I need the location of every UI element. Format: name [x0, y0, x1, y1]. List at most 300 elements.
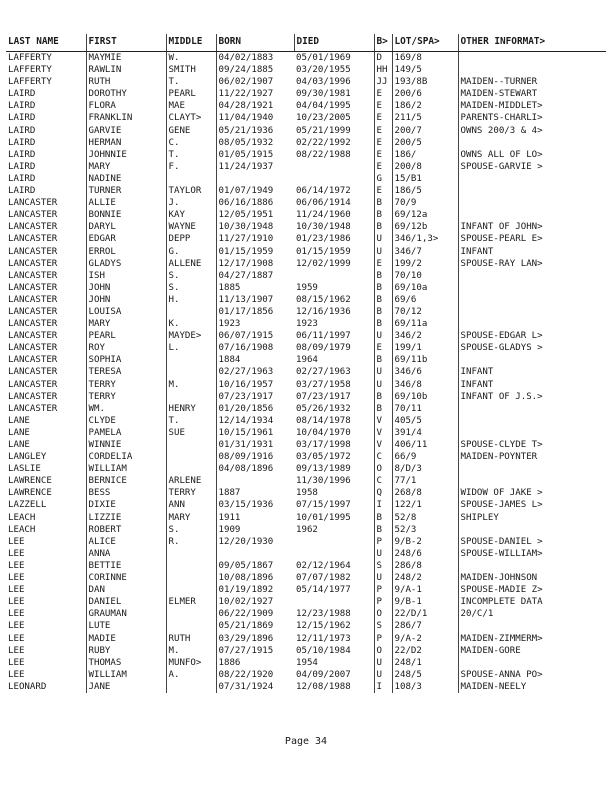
middle-name-cell: KAY	[166, 209, 216, 221]
lot-space-cell: 22/D/1	[392, 608, 458, 620]
born-cell: 07/27/1915	[216, 645, 294, 657]
other-info-cell	[458, 427, 606, 439]
other-info-cell: SPOUSE-GLADYS >	[458, 342, 606, 354]
last-name-cell: LEE	[8, 645, 25, 656]
section-cell: B	[374, 209, 392, 221]
header-lot-space: LOT/SPA>	[392, 34, 458, 52]
section-cell: U	[374, 366, 392, 378]
first-name-cell: EDGAR	[86, 233, 166, 245]
middle-name-cell: H.	[166, 294, 216, 306]
section-cell: S	[374, 560, 392, 572]
died-cell: 08/22/1988	[296, 149, 351, 160]
lot-space-cell: 248/1	[392, 657, 458, 669]
born-cell	[216, 475, 294, 487]
born-cell: 06/16/1886	[216, 197, 294, 209]
middle-name-cell: K.	[166, 318, 216, 330]
first-name-cell: MAYMIE	[86, 52, 166, 65]
other-info-cell	[458, 306, 606, 318]
middle-name-cell: ELMER	[166, 596, 216, 608]
section-cell: V	[374, 415, 392, 427]
section-cell: I	[374, 681, 392, 693]
last-name-cell: LANCASTER	[8, 319, 58, 330]
lot-space-cell: 52/8	[392, 512, 458, 524]
first-name-cell: BERNICE	[86, 475, 166, 487]
page-number: Page 34	[284, 736, 328, 747]
last-name-cell: LAFFERTY	[8, 53, 52, 63]
born-cell: 1884	[216, 354, 294, 366]
last-name-cell: LANCASTER	[8, 198, 58, 209]
last-name-cell: LANGLEY	[8, 452, 47, 463]
table-row	[6, 282, 606, 294]
other-info-cell: SPOUSE-MADIE Z>	[458, 584, 606, 596]
middle-name-cell: HENRY	[166, 403, 216, 415]
middle-name-cell	[166, 439, 216, 451]
table-row	[6, 209, 606, 221]
lot-space-cell: 199/1	[392, 342, 458, 354]
other-info-cell: SHIPLEY	[458, 512, 606, 524]
lot-space-cell: 22/D2	[392, 645, 458, 657]
died-cell: 08/09/1979	[296, 343, 351, 354]
header-born: BORN	[216, 34, 294, 52]
middle-name-cell: PEARL	[166, 88, 216, 100]
lot-space-cell: 186/	[392, 149, 458, 161]
other-info-cell: INFANT	[458, 366, 606, 378]
middle-name-cell	[166, 451, 216, 463]
middle-name-cell: MAYDE>	[166, 330, 216, 342]
section-cell: P	[374, 536, 392, 548]
lot-space-cell: 406/11	[392, 439, 458, 451]
middle-name-cell: DEPP	[166, 233, 216, 245]
born-cell: 10/16/1957	[216, 379, 294, 391]
table-row	[6, 306, 606, 318]
died-cell: 05/21/1999	[296, 125, 351, 136]
middle-name-cell	[166, 548, 216, 560]
last-name-cell: LEE	[8, 609, 25, 620]
middle-name-cell: J.	[166, 197, 216, 209]
table-row	[6, 149, 606, 161]
section-cell: E	[374, 149, 392, 161]
section-cell: HH	[374, 64, 392, 76]
died-cell: 12/23/1988	[296, 609, 351, 620]
section-cell: U	[374, 572, 392, 584]
section-cell: B	[374, 512, 392, 524]
born-cell: 06/02/1907	[216, 76, 294, 88]
section-cell: V	[374, 427, 392, 439]
lot-space-cell: 346/2	[392, 330, 458, 342]
died-cell: 02/22/1992	[296, 137, 351, 148]
born-cell: 01/15/1959	[216, 246, 294, 258]
last-name-cell: LAZZELL	[8, 500, 47, 511]
born-cell: 08/22/1920	[216, 669, 294, 681]
first-name-cell: ANNA	[86, 548, 166, 560]
middle-name-cell: MUNFO>	[166, 657, 216, 669]
last-name-cell: LEE	[8, 585, 25, 596]
section-cell: Q	[374, 487, 392, 499]
section-cell: E	[374, 185, 392, 197]
other-info-cell: OWNS ALL OF LO>	[458, 149, 606, 161]
table-row	[6, 645, 606, 657]
other-info-cell	[458, 403, 606, 415]
lot-space-cell: 8/D/3	[392, 463, 458, 475]
table-row	[6, 427, 606, 439]
lot-space-cell: 9/B-2	[392, 536, 458, 548]
born-cell: 12/20/1930	[216, 536, 294, 548]
last-name-cell: LAIRD	[8, 113, 36, 124]
born-cell: 07/23/1917	[216, 391, 294, 403]
first-name-cell: PAMELA	[86, 427, 166, 439]
other-info-cell: SPOUSE-PEARL E>	[458, 233, 606, 245]
other-info-cell: MAIDEN-JOHNSON	[458, 572, 606, 584]
other-info-cell	[458, 657, 606, 669]
first-name-cell: BESS	[86, 487, 166, 499]
first-name-cell: HERMAN	[86, 137, 166, 149]
table-row	[6, 246, 606, 258]
section-cell: U	[374, 379, 392, 391]
first-name-cell: ISH	[86, 270, 166, 282]
table-row	[6, 657, 606, 669]
lot-space-cell: 199/2	[392, 258, 458, 270]
other-info-cell: WIDOW OF JAKE >	[458, 487, 606, 499]
first-name-cell: BONNIE	[86, 209, 166, 221]
table-row	[6, 536, 606, 548]
lot-space-cell: 15/B1	[392, 173, 458, 185]
lot-space-cell: 108/3	[392, 681, 458, 693]
section-cell: B	[374, 294, 392, 306]
header-died: DIED	[294, 34, 374, 52]
section-cell: B	[374, 403, 392, 415]
section-cell: P	[374, 584, 392, 596]
middle-name-cell: T.	[166, 76, 216, 88]
last-name-cell: LANCASTER	[8, 403, 58, 414]
died-cell: 06/06/1914	[296, 198, 351, 209]
last-name-cell: LAIRD	[8, 173, 36, 184]
table-row	[6, 439, 606, 451]
last-name-cell: LAIRD	[8, 101, 36, 112]
other-info-cell	[458, 294, 606, 306]
middle-name-cell: MARY	[166, 512, 216, 524]
table-row	[6, 88, 606, 100]
other-info-cell: MAIDEN-GORE	[458, 645, 606, 657]
first-name-cell: LIZZIE	[86, 512, 166, 524]
lot-space-cell: 286/7	[392, 620, 458, 632]
other-info-cell	[458, 463, 606, 475]
lot-space-cell: 9/A-2	[392, 633, 458, 645]
middle-name-cell: MAE	[166, 100, 216, 112]
born-cell: 05/21/1936	[216, 125, 294, 137]
other-info-cell: SPOUSE-ANNA PO>	[458, 669, 606, 681]
table-row	[6, 342, 606, 354]
born-cell: 01/31/1931	[216, 439, 294, 451]
died-cell: 1923	[296, 319, 318, 330]
born-cell: 11/04/1940	[216, 112, 294, 124]
last-name-cell: LANE	[8, 440, 30, 450]
table-row	[6, 173, 606, 185]
born-cell: 08/05/1932	[216, 137, 294, 149]
died-cell: 10/30/1948	[296, 222, 351, 233]
middle-name-cell: W.	[166, 52, 216, 65]
first-name-cell: JOHNNIE	[86, 149, 166, 161]
middle-name-cell: TAYLOR	[166, 185, 216, 197]
table-row	[6, 403, 606, 415]
middle-name-cell: ARLENE	[166, 475, 216, 487]
section-cell: E	[374, 161, 392, 173]
first-name-cell: MADIE	[86, 633, 166, 645]
middle-name-cell	[166, 306, 216, 318]
other-info-cell: SPOUSE-EDGAR L>	[458, 330, 606, 342]
first-name-cell: TERRY	[86, 379, 166, 391]
lot-space-cell: 346/1,3>	[392, 233, 458, 245]
table-row	[6, 379, 606, 391]
last-name-cell: LANCASTER	[8, 210, 58, 221]
other-info-cell	[458, 197, 606, 209]
last-name-cell: LANCASTER	[8, 222, 58, 233]
other-info-cell: SPOUSE-WILLIAM>	[458, 548, 606, 560]
middle-name-cell	[166, 584, 216, 596]
section-cell: E	[374, 100, 392, 112]
cemetery-record-sheet	[6, 34, 606, 693]
died-cell: 12/08/1988	[296, 681, 351, 692]
died-cell: 03/20/1955	[296, 65, 351, 76]
first-name-cell: DANIEL	[86, 596, 166, 608]
table-row	[6, 330, 606, 342]
lot-space-cell: 69/12a	[392, 209, 458, 221]
last-name-cell: LAWRENCE	[8, 476, 52, 487]
table-row	[6, 608, 606, 620]
died-cell: 1962	[296, 524, 318, 535]
middle-name-cell: T.	[166, 415, 216, 427]
died-cell: 10/04/1970	[296, 427, 351, 438]
first-name-cell: CORDELIA	[86, 451, 166, 463]
table-row	[6, 318, 606, 330]
died-cell: 1964	[296, 355, 318, 366]
lot-space-cell: 70/11	[392, 403, 458, 415]
section-cell: U	[374, 246, 392, 258]
first-name-cell: LOUISA	[86, 306, 166, 318]
lot-space-cell: 149/5	[392, 64, 458, 76]
section-cell: B	[374, 197, 392, 209]
section-cell: U	[374, 233, 392, 245]
last-name-cell: LANCASTER	[8, 367, 58, 378]
born-cell: 07/31/1924	[216, 681, 294, 693]
born-cell: 01/19/1892	[216, 584, 294, 596]
lot-space-cell: 70/12	[392, 306, 458, 318]
table-row	[6, 112, 606, 124]
last-name-cell: LASLIE	[8, 464, 41, 475]
lot-space-cell: 200/8	[392, 161, 458, 173]
middle-name-cell: SMITH	[166, 64, 216, 76]
first-name-cell: DARYL	[86, 221, 166, 233]
last-name-cell: LANCASTER	[8, 282, 58, 293]
section-cell: G	[374, 173, 392, 185]
lot-space-cell: 66/9	[392, 451, 458, 463]
header-other-info: OTHER INFORMAT>	[458, 34, 606, 52]
middle-name-cell: T.	[166, 149, 216, 161]
last-name-cell: LANCASTER	[8, 294, 58, 305]
section-cell: B	[374, 306, 392, 318]
born-cell: 05/21/1869	[216, 620, 294, 632]
born-cell: 06/07/1915	[216, 330, 294, 342]
header-row	[6, 34, 606, 52]
section-cell: D	[374, 52, 392, 65]
last-name-cell: LAIRD	[8, 186, 36, 197]
first-name-cell: THOMAS	[86, 657, 166, 669]
first-name-cell: FLORA	[86, 100, 166, 112]
died-cell: 07/07/1982	[296, 573, 351, 584]
born-cell: 12/14/1934	[216, 415, 294, 427]
last-name-cell: LANCASTER	[8, 343, 58, 354]
table-row	[6, 560, 606, 572]
other-info-cell	[458, 209, 606, 221]
born-cell: 10/15/1961	[216, 427, 294, 439]
lot-space-cell: 186/2	[392, 100, 458, 112]
died-cell: 02/12/1964	[296, 560, 351, 571]
last-name-cell: LANCASTER	[8, 246, 58, 257]
first-name-cell: GLADYS	[86, 258, 166, 270]
table-row	[6, 185, 606, 197]
last-name-cell: LAFFERTY	[8, 65, 52, 76]
last-name-cell: LAIRD	[8, 137, 36, 148]
section-cell: O	[374, 463, 392, 475]
died-cell: 06/11/1997	[296, 331, 351, 342]
died-cell: 04/09/2007	[296, 669, 351, 680]
table-row	[6, 100, 606, 112]
middle-name-cell	[166, 572, 216, 584]
first-name-cell: TURNER	[86, 185, 166, 197]
died-cell	[294, 548, 374, 560]
section-cell: B	[374, 282, 392, 294]
born-cell: 08/09/1916	[216, 451, 294, 463]
section-cell: U	[374, 330, 392, 342]
lot-space-cell: 70/10	[392, 270, 458, 282]
first-name-cell: CORINNE	[86, 572, 166, 584]
lot-space-cell: 52/3	[392, 524, 458, 536]
section-cell: P	[374, 596, 392, 608]
first-name-cell: ALICE	[86, 536, 166, 548]
other-info-cell	[458, 137, 606, 149]
first-name-cell: GRAUMAN	[86, 608, 166, 620]
first-name-cell: RAWLIN	[86, 64, 166, 76]
born-cell: 10/08/1896	[216, 572, 294, 584]
middle-name-cell: TERRY	[166, 487, 216, 499]
other-info-cell: INFANT	[458, 379, 606, 391]
lot-space-cell: 9/A-1	[392, 584, 458, 596]
died-cell: 04/03/1996	[296, 77, 351, 88]
died-cell	[294, 270, 374, 282]
last-name-cell: LANCASTER	[8, 331, 58, 342]
table-row	[6, 64, 606, 76]
died-cell: 04/04/1995	[296, 101, 351, 112]
section-cell: E	[374, 137, 392, 149]
middle-name-cell: GENE	[166, 125, 216, 137]
died-cell: 10/23/2005	[296, 113, 351, 124]
last-name-cell: LANCASTER	[8, 306, 58, 317]
section-cell: U	[374, 548, 392, 560]
last-name-cell: LEE	[8, 621, 25, 632]
last-name-cell: LAIRD	[8, 89, 36, 100]
middle-name-cell: M.	[166, 379, 216, 391]
died-cell: 1959	[296, 282, 318, 293]
other-info-cell	[458, 64, 606, 76]
first-name-cell: FRANKLIN	[86, 112, 166, 124]
other-info-cell	[458, 620, 606, 632]
first-name-cell: ALLIE	[86, 197, 166, 209]
table-row	[6, 52, 606, 65]
other-info-cell: OWNS 200/3 & 4>	[458, 125, 606, 137]
table-row	[6, 548, 606, 560]
lot-space-cell: 405/5	[392, 415, 458, 427]
first-name-cell: RUBY	[86, 645, 166, 657]
born-cell: 01/17/1856	[216, 306, 294, 318]
born-cell: 01/20/1856	[216, 403, 294, 415]
middle-name-cell	[166, 560, 216, 572]
section-cell: E	[374, 342, 392, 354]
died-cell: 06/14/1972	[296, 186, 351, 197]
middle-name-cell	[166, 354, 216, 366]
died-cell: 1954	[296, 657, 318, 668]
last-name-cell: LANCASTER	[8, 258, 58, 269]
section-cell: U	[374, 669, 392, 681]
section-cell: B	[374, 221, 392, 233]
other-info-cell	[458, 560, 606, 572]
lot-space-cell: 69/12b	[392, 221, 458, 233]
first-name-cell: DOROTHY	[86, 88, 166, 100]
died-cell	[294, 173, 374, 185]
middle-name-cell: ANN	[166, 499, 216, 511]
first-name-cell: GARVIE	[86, 125, 166, 137]
table-row	[6, 258, 606, 270]
section-cell: JJ	[374, 76, 392, 88]
middle-name-cell	[166, 173, 216, 185]
table-row	[6, 620, 606, 632]
middle-name-cell	[166, 681, 216, 693]
middle-name-cell	[166, 463, 216, 475]
died-cell: 12/02/1999	[296, 258, 351, 269]
middle-name-cell: L.	[166, 342, 216, 354]
table-row	[6, 197, 606, 209]
born-cell: 10/02/1927	[216, 596, 294, 608]
section-cell: P	[374, 633, 392, 645]
section-cell: B	[374, 318, 392, 330]
table-row	[6, 524, 606, 536]
middle-name-cell	[166, 608, 216, 620]
last-name-cell: LEACH	[8, 524, 36, 535]
other-info-cell	[458, 185, 606, 197]
born-cell: 1885	[216, 282, 294, 294]
died-cell: 1958	[296, 488, 318, 499]
table-row	[6, 233, 606, 245]
middle-name-cell: G.	[166, 246, 216, 258]
table-row	[6, 681, 606, 693]
lot-space-cell: 286/8	[392, 560, 458, 572]
born-cell	[216, 173, 294, 185]
section-cell: E	[374, 125, 392, 137]
first-name-cell: WINNIE	[86, 439, 166, 451]
died-cell: 05/26/1932	[296, 403, 351, 414]
other-info-cell	[458, 52, 606, 65]
last-name-cell: LEE	[8, 536, 25, 547]
born-cell: 09/24/1885	[216, 64, 294, 76]
born-cell: 04/28/1921	[216, 100, 294, 112]
last-name-cell: LANCASTER	[8, 355, 58, 366]
died-cell: 09/30/1981	[296, 89, 351, 100]
died-cell: 07/15/1997	[296, 500, 351, 511]
table-row	[6, 499, 606, 511]
first-name-cell: DIXIE	[86, 499, 166, 511]
table-row	[6, 596, 606, 608]
died-cell: 11/24/1960	[296, 210, 351, 221]
section-cell: I	[374, 499, 392, 511]
table-row	[6, 512, 606, 524]
